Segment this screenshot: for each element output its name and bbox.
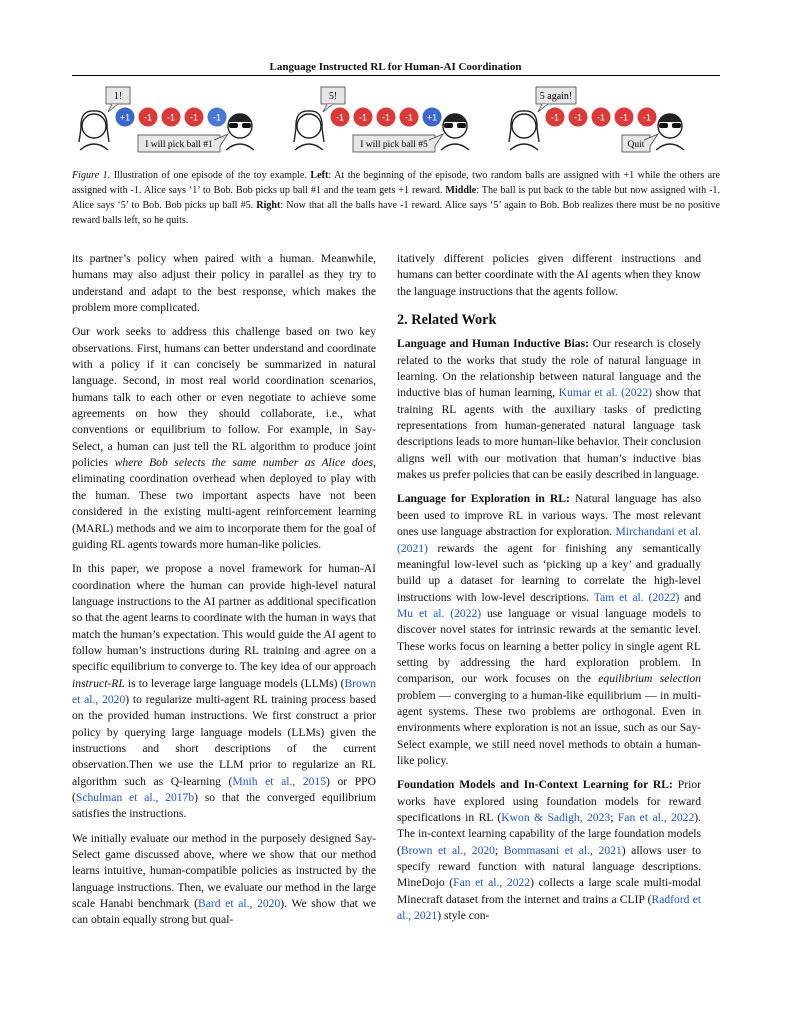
- ball-value: -1: [143, 112, 153, 123]
- sunglasses-icon: [229, 123, 238, 128]
- citation-link[interactable]: Radford et al., 2021: [397, 892, 701, 923]
- text: problem — converging to a human-like equilibrium — in multi-agent systems. These two problems are orthogonal. Even in environments where exploration is not an issue, such as our Say-Select example, we still need novel methods to obtain a human-like policy.: [397, 688, 701, 767]
- bob-speech-text: Quit: [627, 140, 645, 150]
- citation-link[interactable]: Tam et al. (2022): [593, 590, 680, 604]
- citation-link[interactable]: Brown et al., 2020: [72, 676, 376, 706]
- ball-value: -1: [166, 112, 176, 123]
- caption-text: : The ball is put back to the table but now assigned with -1. Alice says ‘5’ to Bob. Bob picks up ball #5.: [72, 185, 720, 211]
- emphasis: where Bob selects the same number as Alice does: [114, 456, 374, 470]
- bob-body: [656, 144, 684, 150]
- citation-link[interactable]: Fan et al., 2022: [617, 811, 695, 824]
- text: ) so that the converged equilibrium satisfies the instructions.: [72, 791, 376, 821]
- alice-body: [295, 144, 323, 150]
- paragraph-title: Language for Exploration in RL:: [397, 492, 570, 506]
- text: , eliminating coordination overhead when deployed to play with the human. These two important aspects have not been considered in the existing multi-agent reinforcement learning (MARL) methods and we aim to incorporate them for the goal of guiding RL agents towards more human-like policies.: [72, 456, 377, 551]
- bob-hair: [443, 114, 467, 122]
- sunglasses-icon: [659, 123, 668, 128]
- text: ;: [494, 843, 504, 857]
- citation-link[interactable]: Bommasani et al., 2021: [503, 843, 622, 857]
- text: ) style con-: [437, 909, 490, 923]
- paragraph: [72, 324, 376, 553]
- bob-speech-text: I will pick ball #5: [360, 140, 428, 150]
- text: show that training RL agents with the auxiliary tasks of predicting representations from human-generated natural language task descriptions leads to more human-like behavior. Their conclusion aligns well with our motivation that human’s inductive bias makes us prefer policies that can be easily described in language.: [397, 386, 701, 482]
- alice-speech-text: 5!: [328, 91, 338, 102]
- text: We initially evaluate our method in the purposely designed Say-Select game discussed above, where we show that our method learns intuitive, human-compatible policies as instructed by the language instructions. Then, we evaluate our method in the large scale Hanabi benchmark (: [72, 831, 376, 911]
- bob-body: [226, 144, 254, 150]
- citation-link[interactable]: Kwon & Sadigh, 2023: [501, 811, 611, 824]
- sunglasses-icon: [672, 123, 681, 128]
- alice-speech-text: 5 again!: [539, 91, 573, 102]
- alice-icon: [512, 114, 536, 138]
- text: ). We show that we can obtain equally strong but qual-: [72, 897, 377, 927]
- speech-bubble-tail: [538, 104, 548, 112]
- alice-speech-text: 1!: [113, 91, 123, 102]
- figure-1: [72, 82, 720, 162]
- figure-caption: [72, 168, 720, 228]
- ball-value: +1: [119, 112, 131, 123]
- ball-value: -1: [335, 112, 345, 123]
- bob-hair: [658, 114, 682, 122]
- emphasis: equilibrium selection: [598, 672, 701, 686]
- alice-body: [510, 144, 538, 150]
- text: ;: [610, 811, 618, 824]
- sunglasses-icon: [457, 123, 466, 128]
- bob-body: [441, 144, 469, 150]
- bob-hair: [228, 114, 252, 122]
- paragraph: its partner’s policy when paired with a human. Meanwhile, humans may also adjust their policy in parallel as they try to understand and adapt to the best response, which makes the problem more complicated.: [72, 252, 376, 315]
- header-rule: [72, 75, 720, 76]
- ball-value: -1: [550, 112, 560, 123]
- citation-link[interactable]: Mnih et al., 2015: [232, 774, 327, 788]
- text: ) to regularize multi-agent RL training process based on the provided human instructions. We first construct a prior policy by querying large language models (LLMs) given the instructions and short descriptions of the current observation.Then we use the LLM prior to regularize an RL algorithm such as Q-learning (: [72, 692, 376, 788]
- ball-value: -1: [381, 112, 391, 123]
- section-heading: 2. Related Work: [397, 312, 497, 329]
- text: In this paper, we propose a novel framework for human-AI coordination where the human can provide high-level natural language instructions to the AI partner as additional specification so that the agent learns to coordinate with the human in ways that match the human’s expectation. This would guide the AI agent to follow human’s instructions during RL training and agree on a specific equilibrium to converge to. The key idea of our approach: [72, 562, 376, 674]
- paragraph: [72, 831, 376, 929]
- citation-link[interactable]: Bard et al., 2020: [198, 897, 281, 911]
- citation-link[interactable]: Mu et al. (2022): [397, 606, 482, 620]
- citation-link[interactable]: Brown et al., 2020: [400, 843, 495, 857]
- speech-bubble-tail: [108, 104, 118, 112]
- paragraph: [72, 561, 376, 823]
- text: use language or visual language models to discover novel states for intrinsic rewards at the semantic level. These works focus on learning a better policy in single agent RL setting by addressing the hard exploration problem. In comparison, our work focuses on the: [397, 606, 702, 686]
- speech-bubble-tail: [323, 104, 333, 112]
- text: ) or PPO (: [72, 774, 376, 804]
- alice-icon: [82, 114, 106, 138]
- text: Natural language has also been used to improve RL in various ways. The most relevant ones use language abstraction for exploration.: [397, 492, 701, 539]
- alice-icon: [297, 114, 321, 138]
- paragraph-title: Language and Human Inductive Bias:: [397, 337, 589, 351]
- text: Our research is closely related to the works that study the role of natural language in learning. On the relationship between natural language and the inductive bias of human learning,: [397, 337, 701, 400]
- ball-value: +1: [426, 112, 438, 123]
- paragraph: [397, 777, 701, 924]
- text: Our work seeks to address this challenge based on two key observations. First, humans can better understand and coordinate with a policy if it can concisely be summarized in natural language. Second, in most real world coordination scenarios, humans talk to each other or even negotiate to achieve some agreements on how they should collaborate, i.e., what conventions or equilibrium to follow. For example, in Say-Select, a human can just tell the RL algorithm to produce joint policies: [72, 325, 376, 470]
- ball-value: -1: [619, 112, 629, 123]
- caption-text: : At the beginning of the episode, two random balls are assigned with +1 while the others are assigned with -1. Alice says ‘1’ to Bob. Bob picks up ball #1 and the team gets +1 reward.: [72, 170, 720, 196]
- right-column: [397, 251, 701, 932]
- text: Prior works have explored using foundation models for reward specifications in RL (: [397, 778, 701, 824]
- citation-link[interactable]: Fan et al., 2022: [453, 876, 531, 890]
- figure-1-illustration: [72, 82, 720, 162]
- left-column: [72, 251, 376, 937]
- sunglasses-icon: [242, 123, 251, 128]
- running-head: Language Instructed RL for Human-AI Coordination: [269, 61, 522, 73]
- caption-text: : Now that all the balls have -1 reward. Alice says ‘5’ again to Bob. Bob realizes there must be no positive reward balls left, so he quits.: [72, 200, 720, 226]
- paragraph-title: Foundation Models and In-Context Learning for RL:: [397, 778, 673, 792]
- alice-body: [80, 144, 108, 150]
- text: ) allows user to specify reward function with natural language descriptions. MineDojo (: [397, 843, 701, 890]
- emphasis: instruct-RL: [72, 676, 125, 690]
- ball-value: -1: [596, 112, 606, 123]
- paragraph: [397, 336, 701, 483]
- text: is to leverage large language models (LLMs) (: [124, 676, 345, 690]
- citation-link[interactable]: Schulman et al., 2017b: [75, 791, 195, 804]
- caption-middle-label: Middle: [445, 185, 477, 196]
- caption-left-label: Left: [310, 170, 329, 181]
- ball-value: -1: [404, 112, 414, 123]
- caption-label: Figure 1.: [72, 170, 111, 181]
- ball-value: -1: [358, 112, 368, 123]
- ball-value: -1: [212, 112, 222, 123]
- sunglasses-icon: [444, 123, 453, 128]
- caption-right-label: Right: [256, 200, 281, 211]
- paragraph: itatively different policies given different instructions and humans can better coordinate with the AI agents when they know the language instructions that the agents follow.: [397, 252, 701, 298]
- ball-value: -1: [573, 112, 583, 123]
- citation-link[interactable]: Kumar et al. (2022): [558, 386, 653, 400]
- bob-speech-text: I will pick ball #1: [145, 140, 213, 150]
- text: rewards the agent for finishing any semantically meaningful low-level such as ‘picking up a key’ and gradually build up a dataset for learning to correlate the high-level instructions with low-level descriptions.: [397, 541, 701, 604]
- citation-link[interactable]: Mirchandani et al. (2021): [397, 525, 701, 555]
- ball-value: -1: [189, 112, 199, 123]
- caption-text: Illustration of one episode of the toy example.: [110, 170, 311, 181]
- paragraph: [397, 491, 701, 769]
- text: ) collects a large scale multi-modal Minecraft dataset from the internet and trains a CLIP (: [397, 876, 702, 906]
- ball-value: -1: [642, 112, 652, 123]
- text: and: [679, 590, 701, 604]
- text: ). The in-context learning capability of the large foundation models (: [397, 811, 702, 857]
